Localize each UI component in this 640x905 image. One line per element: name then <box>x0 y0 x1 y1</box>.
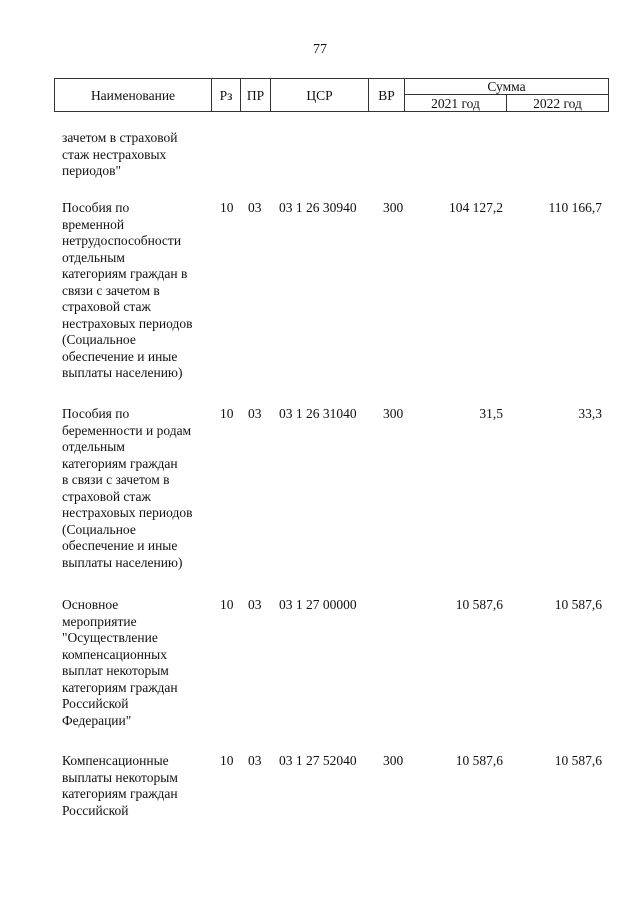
row-name-line: нестраховых периодов <box>62 315 193 331</box>
row-sum-2022: 10 587,6 <box>554 597 602 612</box>
row-name-line: обеспечение и иные <box>62 348 178 364</box>
row-name-line: периодов" <box>62 163 122 178</box>
row-name-line: страховой стаж <box>62 299 151 314</box>
header-csr: ЦСР <box>271 79 369 112</box>
row-name <box>62 200 212 382</box>
row-sum-2021: 31,5 <box>479 406 503 421</box>
header-year-2021: 2021 год <box>405 95 507 112</box>
row-name-line: Российской <box>62 696 129 711</box>
row-name-line: (Социальное <box>62 332 136 347</box>
row-rz: 10 <box>220 753 234 768</box>
row-name-line: страховой стаж <box>62 488 151 504</box>
row-name-line: в связи с зачетом в <box>62 472 170 487</box>
row-name-line: "Осуществление <box>62 630 158 645</box>
row-name <box>62 406 212 571</box>
row-csr: 03 1 26 31040 <box>279 406 357 421</box>
row-name <box>62 753 212 819</box>
row-name-line: Пособия по <box>62 406 130 421</box>
row-name-line: выплаты населению) <box>62 554 183 570</box>
row-name-line: нетрудоспособности <box>62 233 182 248</box>
row-name-line: Российской <box>62 802 129 818</box>
header-sum: Сумма <box>405 79 609 95</box>
row-name-line: связи с зачетом в <box>62 282 160 298</box>
row-name <box>62 130 212 180</box>
row-name-line: обеспечение и иные <box>62 538 178 553</box>
row-name <box>62 597 212 729</box>
row-vr: 300 <box>383 200 404 215</box>
header-pr: ПР <box>241 79 271 112</box>
row-csr: 03 1 27 00000 <box>279 597 357 612</box>
row-sum-2022: 33,3 <box>578 406 602 421</box>
row-name-line: отдельным <box>62 249 125 265</box>
row-name-line: выплат некоторым <box>62 663 169 678</box>
header-rz: Рз <box>212 79 241 112</box>
row-sum-2021: 10 587,6 <box>455 753 503 768</box>
row-sum-2021: 10 587,6 <box>455 597 503 612</box>
row-sum-2022: 10 587,6 <box>554 753 602 768</box>
row-name-line: временной <box>62 216 125 232</box>
row-name-line: Пособия по <box>62 200 130 215</box>
row-name-line: категориям граждан <box>62 455 178 471</box>
row-rz: 10 <box>220 597 234 612</box>
row-pr: 03 <box>248 753 262 768</box>
row-name-line: категориям граждан в <box>62 266 188 281</box>
row-name-line: нестраховых периодов <box>62 505 193 520</box>
header-year-2022: 2022 год <box>507 95 609 112</box>
page-number: 77 <box>313 42 327 57</box>
row-name-line: (Социальное <box>62 521 136 537</box>
row-name-line: Компенсационные <box>62 753 169 768</box>
row-name-line: выплаты некоторым <box>62 769 178 785</box>
row-name-line: выплаты населению) <box>62 365 183 380</box>
row-pr: 03 <box>248 200 262 215</box>
row-vr: 300 <box>383 406 404 421</box>
row-name-line: стаж нестраховых <box>62 146 167 162</box>
row-csr: 03 1 26 30940 <box>279 200 357 215</box>
row-sum-2021: 104 127,2 <box>449 200 503 215</box>
row-sum-2022: 110 166,7 <box>548 200 602 215</box>
row-csr: 03 1 27 52040 <box>279 753 357 768</box>
header-name: Наименование <box>55 79 212 112</box>
table-header <box>54 78 609 112</box>
row-vr: 300 <box>383 753 404 768</box>
row-name-line: мероприятие <box>62 613 137 629</box>
row-rz: 10 <box>220 406 234 421</box>
header-vr: ВР <box>369 79 405 112</box>
row-name-line: категориям граждан <box>62 679 178 695</box>
row-name-line: Основное <box>62 597 119 612</box>
row-pr: 03 <box>248 406 262 421</box>
row-name-line: отдельным <box>62 439 125 454</box>
row-name-line: беременности и родам <box>62 422 192 438</box>
row-name-line: Федерации" <box>62 712 132 728</box>
row-name-line: компенсационных <box>62 646 167 662</box>
row-pr: 03 <box>248 597 262 612</box>
row-rz: 10 <box>220 200 234 215</box>
row-name-line: зачетом в страховой <box>62 130 178 145</box>
row-name-line: категориям граждан <box>62 786 178 801</box>
